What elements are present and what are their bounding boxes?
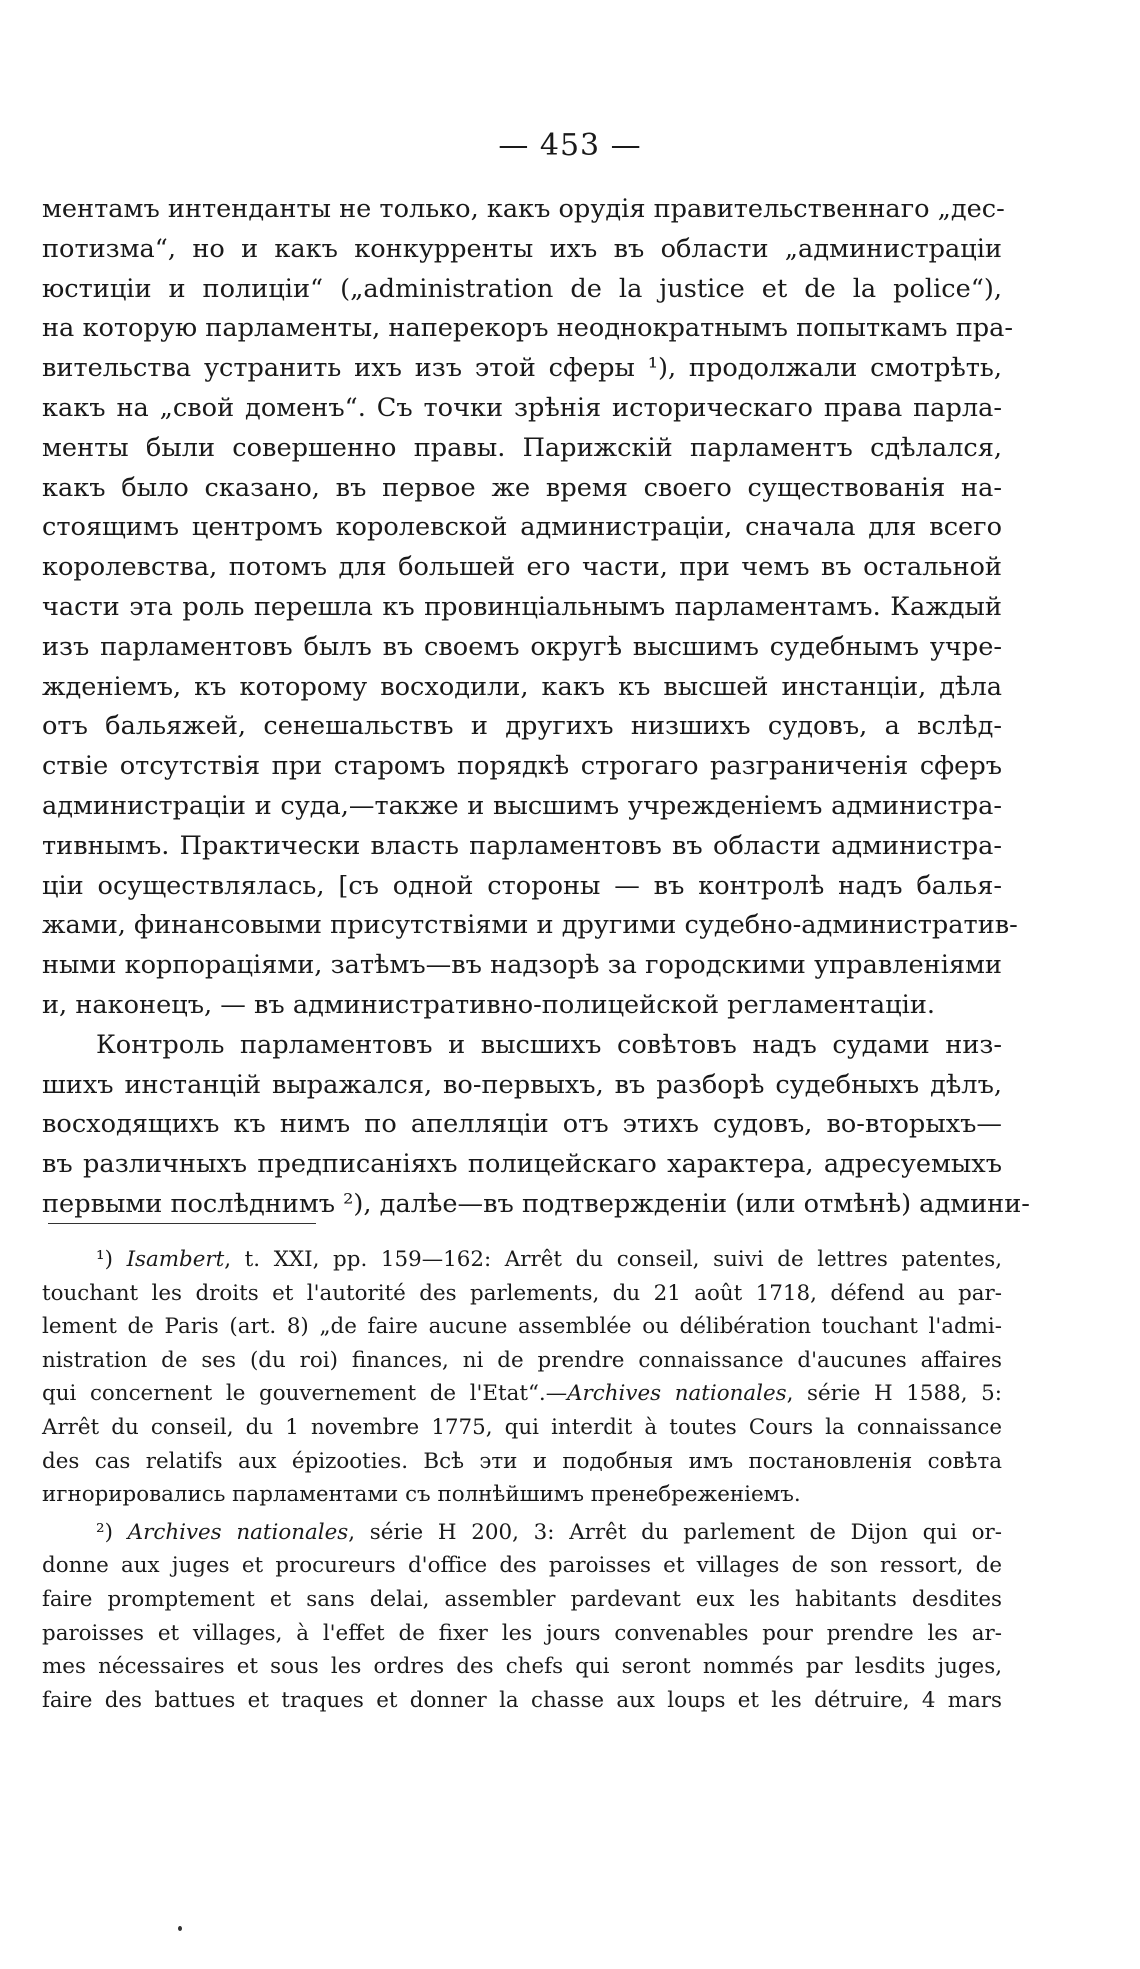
text-line: шихъ инстанцій выражался, во-первыхъ, въ разборѣ судебныхъ дѣлъ, [42, 1069, 1002, 1100]
footnote-marker: ¹) [96, 1247, 113, 1272]
footnote-archive-title: Archives nationales [567, 1381, 787, 1407]
text-line: жами, финансовыми присутствіями и другими судебно-административ- [42, 910, 1018, 941]
footnote-line: mes nécessaires et sous les ordres des chefs qui seront nommés par lesdits juges, [42, 1654, 1002, 1680]
text-line: тивнымъ. Практически власть парламентовъ въ области администра- [42, 830, 1002, 861]
text-line: восходящихъ къ нимъ по апелляціи отъ этихъ судовъ, во-вторыхъ— [42, 1109, 1002, 1140]
footnote-line: touchant les droits et l'autorité des parlements, du 21 août 1718, défend au par- [42, 1280, 1002, 1306]
footnote-text: , t. XXI, pp. 159—162: Arrêt du conseil, suivi de lettres patentes, [224, 1247, 1002, 1272]
main-text-body [42, 190, 1030, 1225]
print-speck [178, 1926, 182, 1931]
footnote-archive-title: Archives nationales [127, 1519, 349, 1545]
footnote-text: qui concernent le gouvernement de l'Etat“.— [42, 1381, 568, 1407]
text-line: отъ бальяжей, сенешальствъ и другихъ низшихъ судовъ, а вслѣд- [42, 711, 1002, 742]
text-line: стоящимъ центромъ королевской администраціи, сначала для всего [42, 512, 1002, 543]
footnote-line: nistration de ses (du roi) finances, ni de prendre connaissance d'aucunes affaires [42, 1347, 1002, 1373]
text-line: администраціи и суда,—также и высшимъ учрежденіемъ администра- [42, 790, 1002, 821]
footnote-author: Isambert [126, 1247, 225, 1272]
footnote-text: , série H 200, 3: Arrêt du parlement de Dijon qui or- [348, 1519, 1002, 1545]
text-line: королевства, потомъ для большей его части, при чемъ въ остальной [42, 552, 1002, 583]
text-line: ствіе отсутствія при старомъ порядкѣ строгаго разграниченія сферъ [42, 751, 1002, 782]
footnote-line [42, 1377, 1002, 1411]
footnote-line: lement de Paris (art. 8) „de faire aucune assemblée ou délibération touchant l'admi- [42, 1314, 1002, 1340]
text-line: вительства устранить ихъ изъ этой сферы ¹), продолжали смотрѣть, [42, 353, 1002, 384]
text-line: и, наконецъ, — въ административно-полицейской регламентаціи. [42, 989, 936, 1020]
text-line: ціи осуществлялась, [съ одной стороны — въ контролѣ надъ балья- [42, 870, 1002, 901]
text-line: первыми послѣднимъ ²), далѣе—въ подтвержденіи (или отмѣнѣ) админи- [42, 1188, 1030, 1219]
footnote-2 [42, 1516, 1002, 1718]
footnote-1 [42, 1243, 1002, 1512]
text-line: части эта роль перешла къ провинціальнымъ парламентамъ. Каждый [42, 591, 1002, 622]
footnotes [42, 1243, 1002, 1717]
footnote-line: игнорировались парламентами съ полнѣйшимъ пренебреженіемъ. [42, 1482, 801, 1508]
text-line: какъ на „свой доменъ“. Съ точки зрѣнія историческаго права парла- [42, 392, 1002, 423]
footnote-line [42, 1243, 1002, 1277]
footnote-text: , série H 1588, 5: [786, 1381, 1002, 1407]
text-line: какъ было сказано, въ первое же время своего существованія на- [42, 472, 1002, 503]
footnote-line: donne aux juges et procureurs d'office des paroisses et villages de son ressort, de [42, 1553, 1002, 1579]
text-line: ментамъ интенданты не только, какъ орудія правительственнаго „дес- [42, 194, 1005, 224]
footnote-line: Arrêt du conseil, du 1 novembre 1775, qui interdit à toutes Cours la connaissance [42, 1414, 1002, 1440]
text-line: на которую парламенты, наперекоръ неоднократнымъ попыткамъ пра- [42, 313, 1014, 344]
text-line: юстиціи и полиціи“ („administration de la justice et de la police“), [42, 273, 1002, 304]
text-line: въ различныхъ предписаніяхъ полицейскаго характера, адресуемыхъ [42, 1149, 1002, 1180]
text-line: ными корпораціями, затѣмъ—въ надзорѣ за городскими управленіями [42, 950, 1002, 981]
footnote-marker: ²) [96, 1519, 113, 1545]
text-line: изъ парламентовъ былъ въ своемъ округѣ высшимъ судебнымъ учре- [42, 631, 1002, 662]
footnote-line: des cas relatifs aux épizooties. Всѣ эти и подобныя имъ постановленія совѣта [42, 1448, 1002, 1474]
text-line: менты были совершенно правы. Парижскій парламентъ сдѣлался, [42, 432, 1002, 463]
footnote-line [42, 1516, 1002, 1550]
footnote-line: paroisses et villages, à l'effet de fixer les jours convenables pour prendre les ar- [42, 1620, 1002, 1646]
footnote-line: faire promptement et sans delai, assembler pardevant eux les habitants desdites [42, 1586, 1002, 1612]
text-line: жденіемъ, къ которому восходили, какъ къ высшей инстанціи, дѣла [42, 671, 1002, 702]
footnote-line: faire des battues et traques et donner la chasse aux loups et les détruire, 4 mars [42, 1687, 1002, 1713]
text-line: потизма“, но и какъ конкурренты ихъ въ области „администраціи [42, 233, 1002, 264]
footnote-divider [48, 1223, 316, 1224]
text-line: Контроль парламентовъ и высшихъ совѣтовъ надъ судами низ- [96, 1029, 1002, 1060]
page-number: — 453 — [498, 128, 642, 163]
